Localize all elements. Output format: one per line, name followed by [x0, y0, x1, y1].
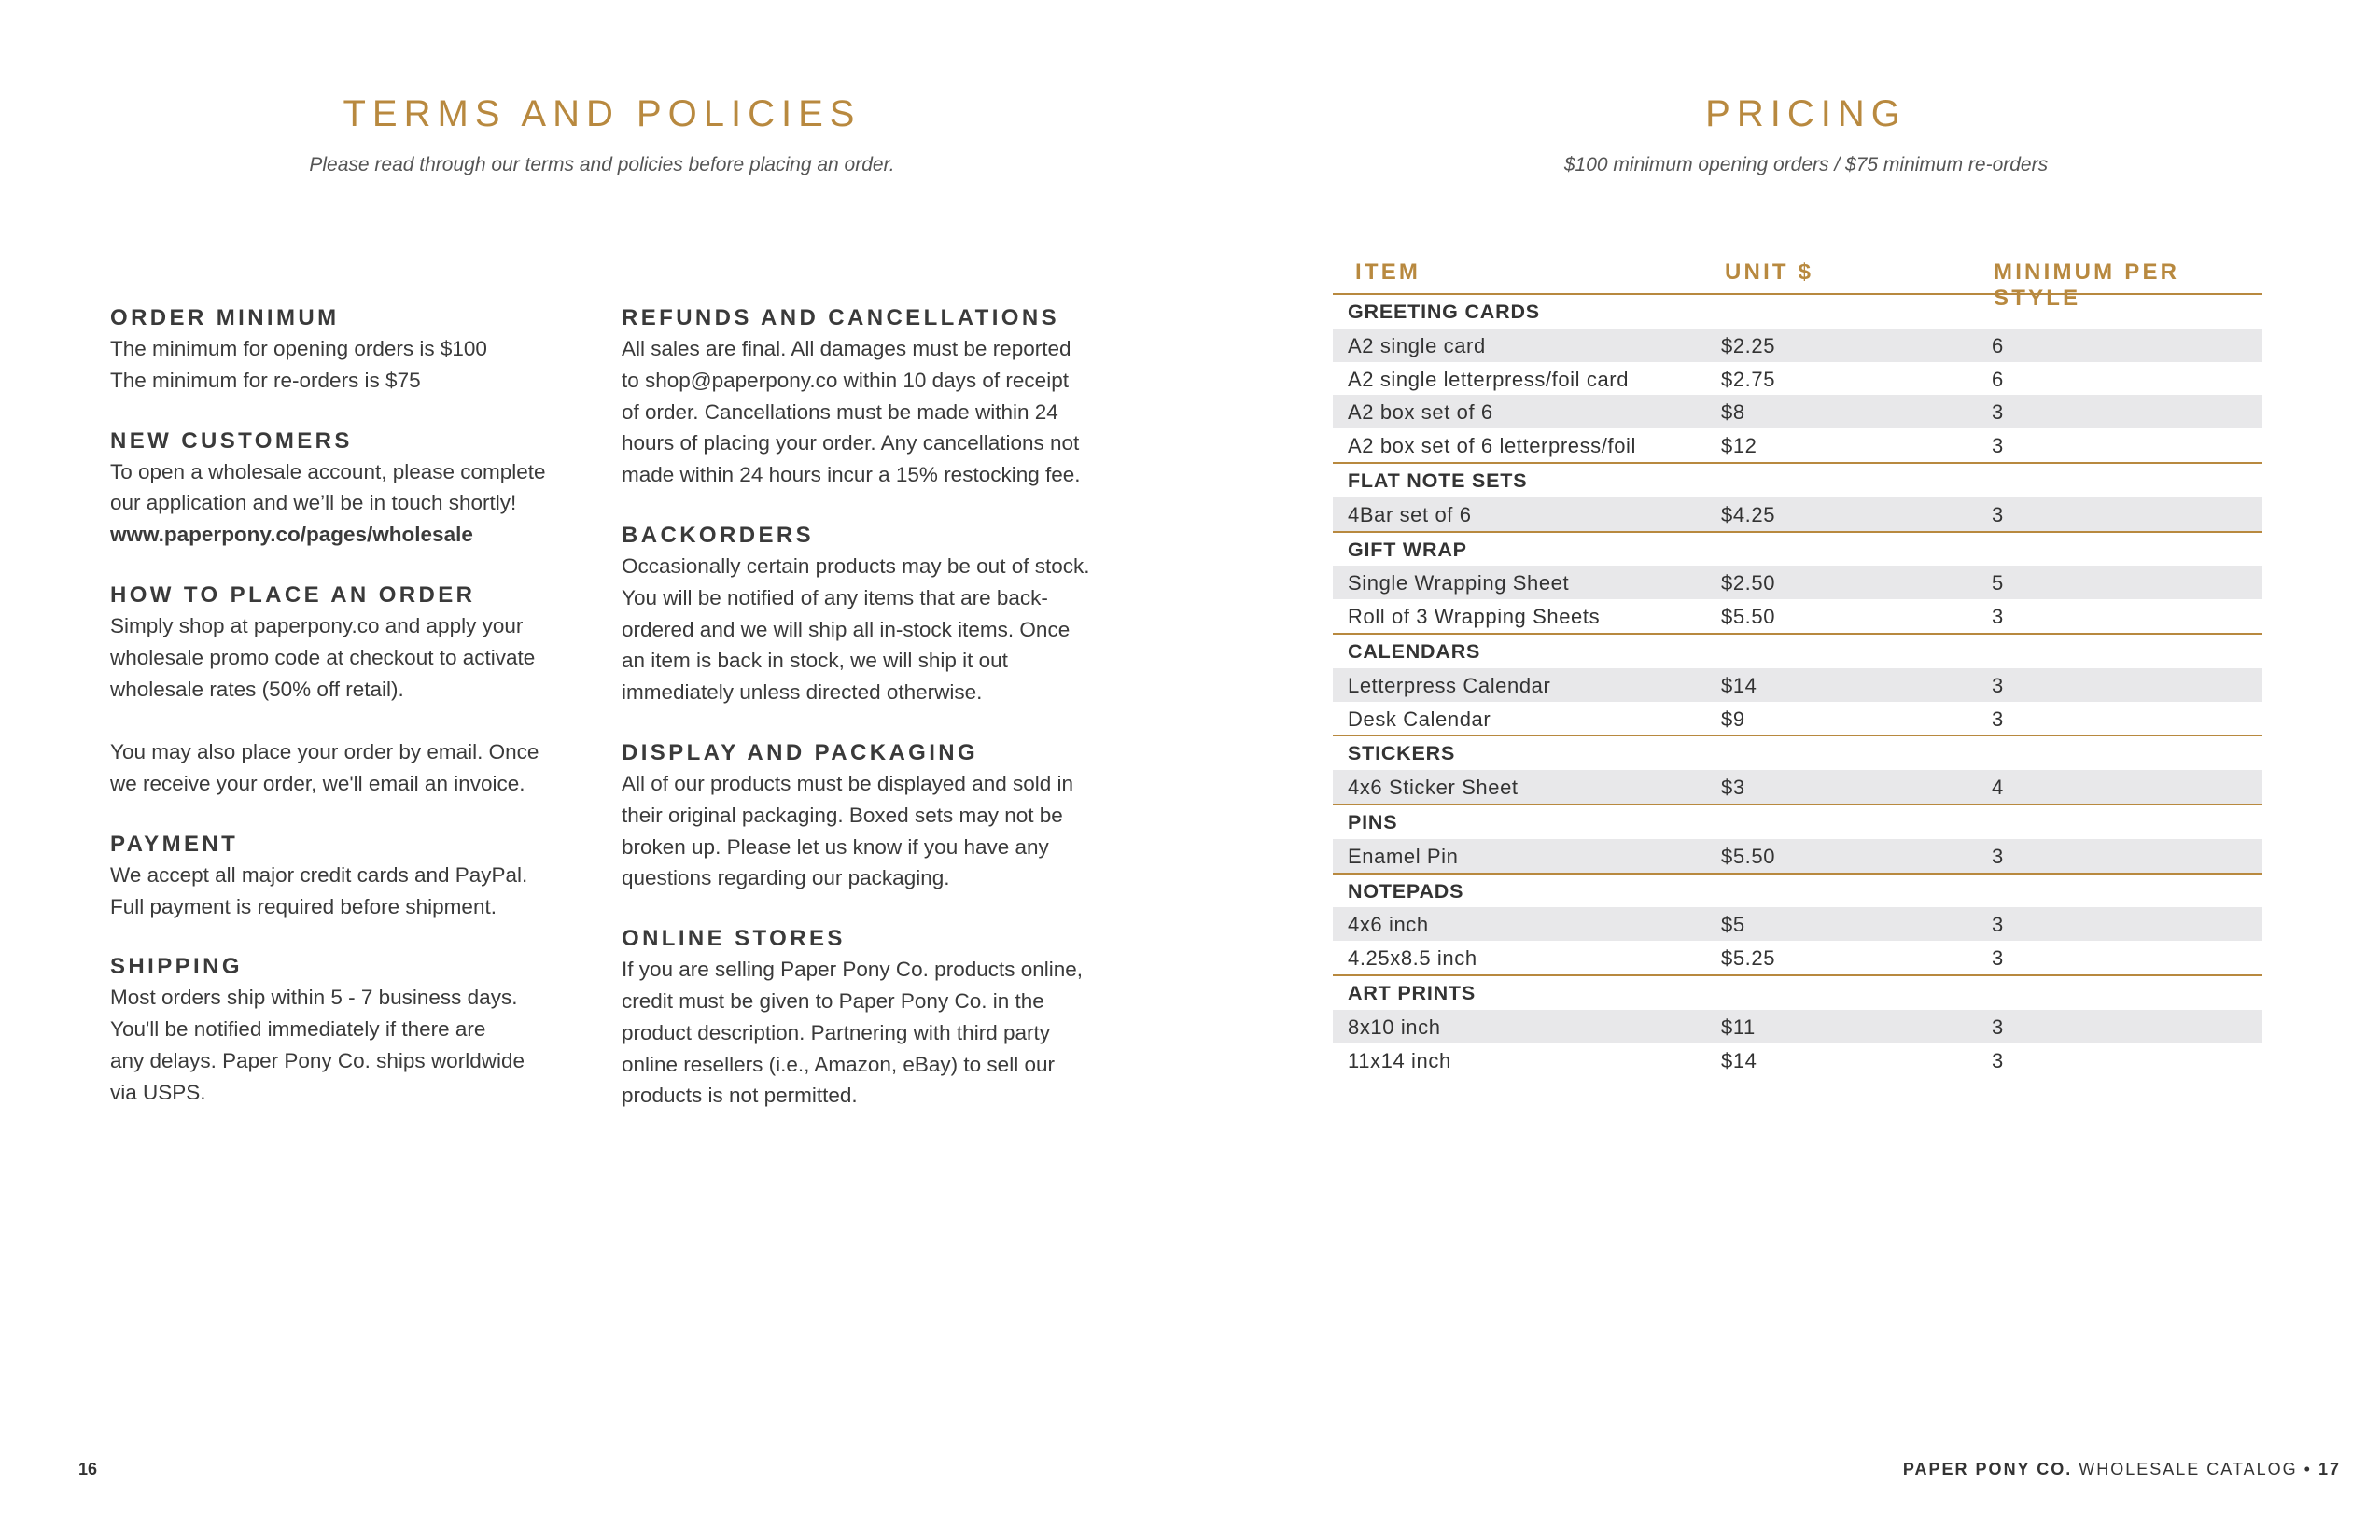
section-text-line: Simply shop at paperpony.co and apply your	[110, 613, 524, 637]
header-unit-price: UNIT $	[1725, 259, 1814, 285]
section-text-line: made within 24 hours incur a 15% restocking fee.	[622, 463, 1081, 487]
terms-column-1	[110, 302, 595, 1138]
table-body	[1333, 295, 2262, 1076]
footer-brand: PAPER PONY CO.	[1902, 1460, 2073, 1478]
section-text-line: hours of placing your order. Any cancellations not	[622, 431, 1080, 455]
table-header	[1333, 258, 2262, 311]
policy-section	[622, 737, 1144, 894]
minimum-qty: 3	[1992, 1015, 2004, 1039]
minimum-qty: 3	[1992, 913, 2004, 937]
section-text-line: our application and we’ll be in touch shortly!	[110, 491, 517, 515]
item-name: A2 single card	[1348, 333, 1486, 357]
section-text-line: All of our products must be displayed and sold in	[622, 771, 1074, 795]
section-text-line: product description. Partnering with third party	[622, 1020, 1050, 1044]
table-row	[1333, 599, 2262, 633]
policy-section	[110, 302, 595, 397]
minimum-qty: 6	[1992, 367, 2004, 391]
table-row	[1333, 566, 2262, 599]
minimum-qty: 3	[1992, 844, 2004, 868]
section-text-line: products is not permitted.	[622, 1084, 858, 1108]
section-text-line: ordered and we will ship all in-stock items. Once	[622, 617, 1071, 641]
category-label: NOTEPADS	[1348, 879, 1464, 903]
item-name: 4x6 Sticker Sheet	[1348, 776, 1519, 800]
unit-price: $5.50	[1721, 605, 1776, 629]
section-heading: SHIPPING	[110, 954, 243, 980]
category-label: STICKERS	[1348, 742, 1456, 765]
table-row	[1333, 1010, 2262, 1043]
section-text-line: their original packaging. Boxed sets may not be	[622, 803, 1063, 827]
minimum-qty: 3	[1992, 434, 2004, 458]
footer-catalog: WHOLESALE CATALOG •	[2079, 1460, 2312, 1478]
minimum-qty: 3	[1992, 400, 2004, 425]
table-row	[1333, 907, 2262, 941]
policy-section	[622, 923, 1144, 1112]
section-text-line: immediately unless directed otherwise.	[622, 680, 983, 705]
minimum-qty: 3	[1992, 1048, 2004, 1072]
item-name: Roll of 3 Wrapping Sheets	[1348, 605, 1601, 629]
category-row	[1333, 531, 2262, 567]
table-row	[1333, 362, 2262, 396]
minimum-qty: 3	[1992, 605, 2004, 629]
table-row	[1333, 668, 2262, 702]
section-heading: REFUNDS AND CANCELLATIONS	[622, 305, 1059, 330]
unit-price: $2.25	[1721, 333, 1776, 357]
section-text-line: Occasionally certain products may be out of stock.	[622, 553, 1090, 578]
unit-price: $5.25	[1721, 946, 1776, 971]
section-heading: PAYMENT	[110, 831, 239, 857]
minimum-qty: 4	[1992, 776, 2004, 800]
section-heading: NEW CUSTOMERS	[110, 427, 353, 454]
item-name: Single Wrapping Sheet	[1348, 571, 1570, 595]
section-heading: ORDER MINIMUM	[110, 305, 340, 330]
category-row	[1333, 633, 2262, 668]
header-item: ITEM	[1355, 259, 1421, 285]
item-name: A2 box set of 6 letterpress/foil	[1348, 434, 1637, 458]
section-text-line: any delays. Paper Pony Co. ships worldwide	[110, 1048, 525, 1072]
section-text-line: Most orders ship within 5 - 7 business days.	[110, 986, 518, 1010]
section-text-line: You will be notified of any items that are back-	[622, 585, 1048, 609]
unit-price: $4.25	[1721, 502, 1776, 526]
unit-price: $5.50	[1721, 844, 1776, 868]
section-text-line: wholesale rates (50% off retail).	[110, 677, 404, 701]
table-row	[1333, 1043, 2262, 1077]
category-row	[1333, 873, 2262, 908]
item-name: Letterpress Calendar	[1348, 673, 1551, 697]
policy-section	[110, 580, 595, 800]
section-text-line: online resellers (i.e., Amazon, eBay) to sell our	[622, 1052, 1055, 1076]
section-text-line: wholesale promo code at checkout to activate	[110, 645, 536, 669]
category-row	[1333, 462, 2262, 497]
minimum-qty: 6	[1992, 333, 2004, 357]
category-label: GIFT WRAP	[1348, 538, 1467, 561]
terms-subtitle: Please read through our terms and policies before placing an order.	[309, 154, 895, 175]
section-text-line: to shop@paperpony.co within 10 days of receipt	[622, 368, 1069, 392]
item-name: 4x6 inch	[1348, 913, 1429, 937]
category-label: GREETING CARDS	[1348, 301, 1540, 323]
item-name: Desk Calendar	[1348, 707, 1491, 731]
policy-section	[622, 520, 1144, 708]
policy-section	[110, 426, 595, 551]
unit-price: $14	[1721, 673, 1757, 697]
page-number-left: 16	[78, 1460, 98, 1478]
section-text-line: credit must be given to Paper Pony Co. in the	[622, 988, 1044, 1013]
policy-section	[110, 951, 595, 1108]
minimum-qty: 5	[1992, 571, 2004, 595]
paragraph-gap	[110, 705, 595, 736]
section-text-line: All sales are final. All damages must be reported	[622, 337, 1071, 360]
unit-price: $9	[1721, 707, 1745, 731]
minimum-qty: 3	[1992, 707, 2004, 731]
table-row	[1333, 497, 2262, 531]
category-row	[1333, 804, 2262, 839]
item-name: 4.25x8.5 inch	[1348, 946, 1477, 971]
section-text-line: an item is back in stock, we will ship it out	[622, 649, 1008, 673]
item-name: Enamel Pin	[1348, 844, 1459, 868]
unit-price: $8	[1721, 400, 1745, 425]
unit-price: $2.75	[1721, 367, 1776, 391]
minimum-qty: 3	[1992, 673, 2004, 697]
minimum-qty: 3	[1992, 502, 2004, 526]
table-row	[1333, 329, 2262, 362]
table-row	[1333, 395, 2262, 428]
pricing-subtitle: $100 minimum opening orders / $75 minimum re-orders	[1563, 154, 2049, 175]
section-text-line: To open a wholesale account, please complete	[110, 459, 546, 483]
section-text-line: You may also place your order by email. Once	[110, 740, 539, 764]
section-text-line: If you are selling Paper Pony Co. products online,	[622, 958, 1084, 982]
category-label: CALENDARS	[1348, 639, 1481, 663]
section-heading: DISPLAY AND PACKAGING	[622, 739, 979, 765]
minimum-qty: 3	[1992, 946, 2004, 971]
item-name: A2 single letterpress/foil card	[1348, 367, 1630, 391]
section-text-line: we receive your order, we'll email an invoice.	[110, 771, 525, 795]
table-row	[1333, 770, 2262, 804]
category-row	[1333, 295, 2262, 329]
section-text-line: via USPS.	[110, 1080, 206, 1104]
terms-column-2	[622, 302, 1144, 1141]
policy-section	[110, 829, 595, 923]
item-name: 11x14 inch	[1348, 1048, 1451, 1072]
table-row	[1333, 428, 2262, 462]
section-text-line: broken up. Please let us know if you have any	[622, 834, 1049, 859]
category-label: FLAT NOTE SETS	[1348, 469, 1528, 492]
unit-price: $3	[1721, 776, 1745, 800]
unit-price: $2.50	[1721, 571, 1776, 595]
page-number-right: 17	[2317, 1460, 2341, 1478]
section-heading: ONLINE STORES	[622, 926, 846, 952]
unit-price: $5	[1721, 913, 1745, 937]
section-text-line: of order. Cancellations must be made within 24	[622, 399, 1058, 424]
item-name: 8x10 inch	[1348, 1015, 1441, 1039]
category-label: ART PRINTS	[1348, 981, 1476, 1004]
unit-price: $14	[1721, 1048, 1757, 1072]
table-row	[1333, 839, 2262, 873]
category-row	[1333, 974, 2262, 1010]
section-text-line: questions regarding our packaging.	[622, 866, 950, 890]
section-heading: HOW TO PLACE AN ORDER	[110, 581, 476, 608]
page-footer-right	[1903, 1460, 2341, 1479]
section-heading: BACKORDERS	[622, 522, 815, 548]
section-text-line: We accept all major credit cards and PayPal.	[110, 862, 528, 887]
unit-price: $11	[1721, 1015, 1756, 1039]
category-row	[1333, 735, 2262, 770]
terms-title: TERMS AND POLICIES	[343, 93, 861, 134]
section-text-line: The minimum for re-orders is $75	[110, 368, 421, 392]
item-name: A2 box set of 6	[1348, 400, 1493, 425]
section-text-line: The minimum for opening orders is $100	[110, 337, 487, 360]
pricing-table	[1333, 258, 2262, 1076]
section-text-line: Full payment is required before shipment.	[110, 894, 497, 918]
policy-section	[622, 302, 1144, 491]
wholesale-link[interactable]: www.paperpony.co/pages/wholesale	[110, 523, 473, 547]
table-row	[1333, 941, 2262, 974]
section-text-line: You'll be notified immediately if there are	[110, 1017, 486, 1042]
unit-price: $12	[1721, 434, 1757, 458]
item-name: 4Bar set of 6	[1348, 502, 1472, 526]
category-label: PINS	[1348, 810, 1398, 833]
pricing-title: PRICING	[1705, 93, 1907, 134]
header-minimum: MINIMUM PER STYLE	[1994, 259, 2180, 311]
table-row	[1333, 702, 2262, 735]
